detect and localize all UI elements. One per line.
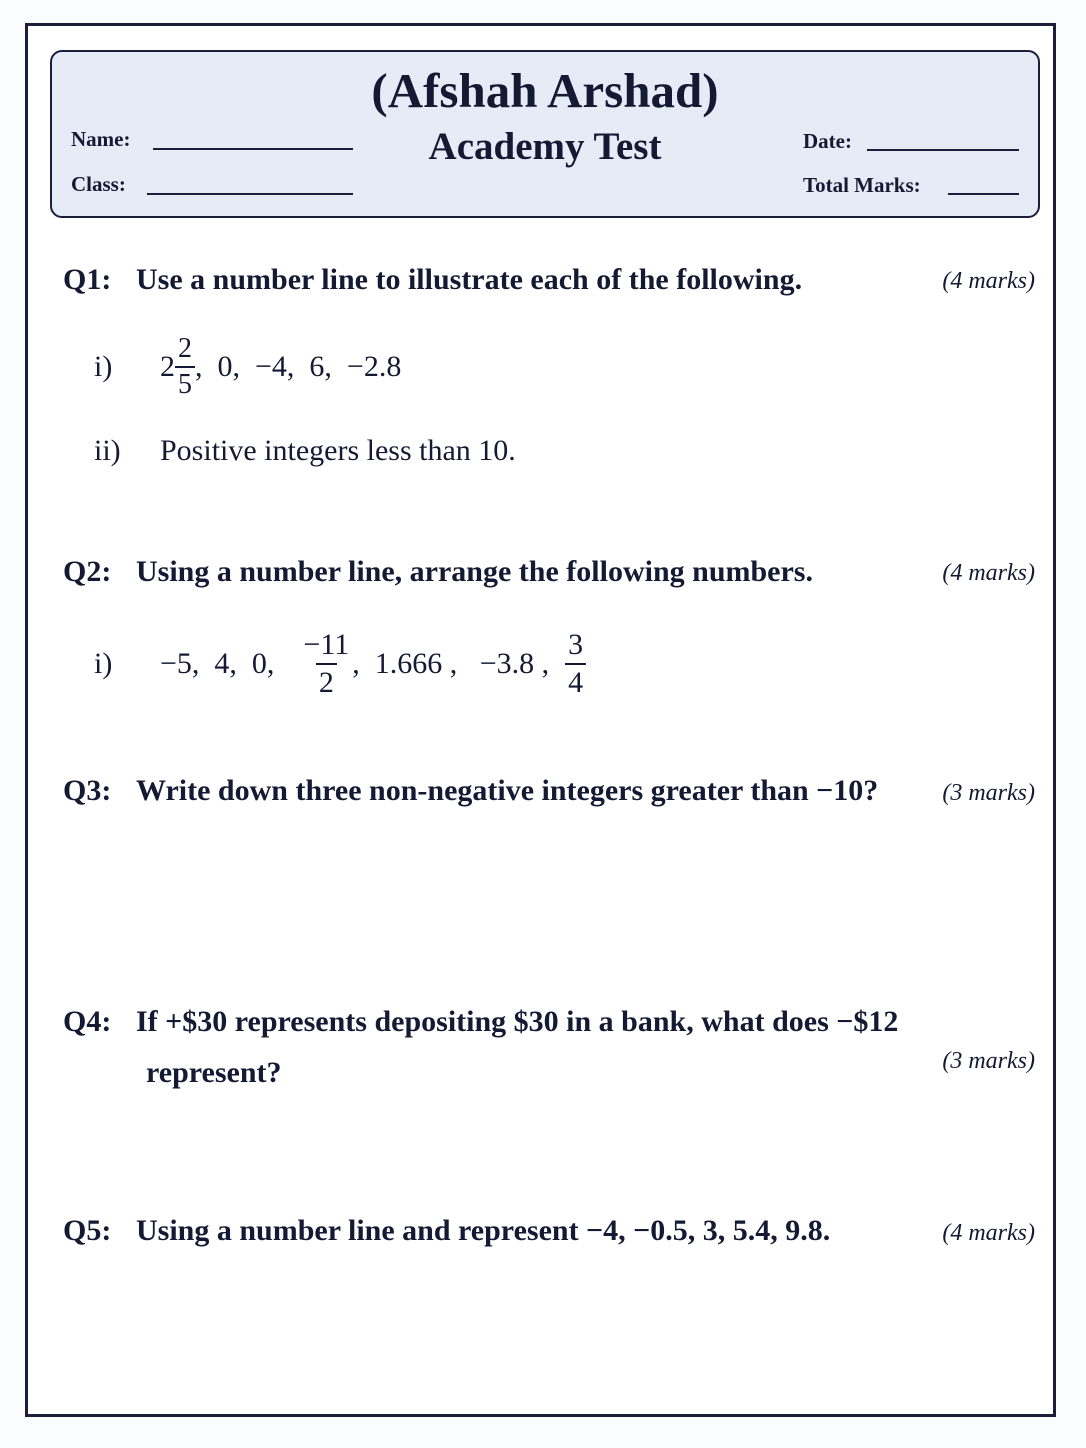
question-4 (63, 1005, 898, 1039)
total-marks-label: Total Marks: (803, 173, 921, 197)
item-roman: ii) (94, 434, 121, 467)
test-title: Academy Test (428, 125, 662, 168)
fraction-numerator: 2 (178, 333, 192, 364)
question-1-item-i (94, 332, 401, 402)
question-2-item-i (94, 624, 586, 704)
question-1 (63, 263, 802, 297)
fraction-numerator: 3 (568, 628, 584, 661)
question-2-marks: (4 marks) (942, 560, 1035, 586)
question-2 (63, 555, 813, 589)
name-field[interactable] (153, 148, 353, 150)
fraction-denominator: 5 (175, 366, 195, 399)
question-4-marks: (3 marks) (942, 1048, 1035, 1074)
question-text: Using a number line and represent −4, −0.5, 3, 5.4, 9.8. (136, 1214, 831, 1247)
fraction-denominator: 4 (565, 663, 586, 698)
item-roman: i) (94, 350, 113, 383)
date-label: Date: (803, 129, 852, 153)
question-number: Q5: (63, 1214, 112, 1247)
mixed-number-whole: 2 (160, 350, 175, 383)
question-text: Using a number line, arrange the following numbers. (136, 555, 813, 588)
question-3-marks: (3 marks) (942, 780, 1035, 806)
fraction-numerator: −11 (303, 628, 350, 661)
item-text: Positive integers less than 10. (160, 434, 516, 467)
item-roman: i) (94, 647, 113, 680)
fraction-three-quarters (565, 630, 586, 698)
test-sheet (25, 23, 1056, 1417)
total-marks-field[interactable] (948, 193, 1019, 195)
fraction-denominator: 2 (316, 663, 337, 698)
question-1-item-ii (94, 434, 516, 468)
question-1-marks: (4 marks) (942, 268, 1035, 294)
mixed-number-fraction (175, 335, 195, 399)
question-number: Q4: (63, 1005, 112, 1038)
fraction-minus-eleven-halves (300, 630, 352, 698)
question-number: Q3: (63, 774, 112, 807)
number-list: , 0, −4, 6, −2.8 (195, 350, 402, 383)
question-text: If +$30 represents depositing $30 in a bank, what does −$12 (136, 1005, 899, 1038)
academy-name: (Afshah Arshad) (371, 63, 719, 118)
question-text: Use a number line to illustrate each of the following. (136, 263, 803, 296)
date-field[interactable] (867, 149, 1019, 151)
number-list-middle: , 1.666 , −3.8 , (352, 647, 550, 680)
question-text: Write down three non-negative integers greater than −10? (136, 774, 879, 807)
question-3 (63, 774, 878, 808)
name-label: Name: (71, 127, 131, 151)
class-field[interactable] (147, 193, 353, 195)
question-5 (63, 1214, 830, 1248)
question-4-line-2: represent? (146, 1056, 282, 1089)
number-list-lead: −5, 4, 0, (160, 647, 275, 680)
question-number: Q1: (63, 263, 112, 296)
class-label: Class: (71, 172, 126, 196)
question-5-marks: (4 marks) (942, 1220, 1035, 1246)
test-header (50, 50, 1040, 218)
question-number: Q2: (63, 555, 112, 588)
